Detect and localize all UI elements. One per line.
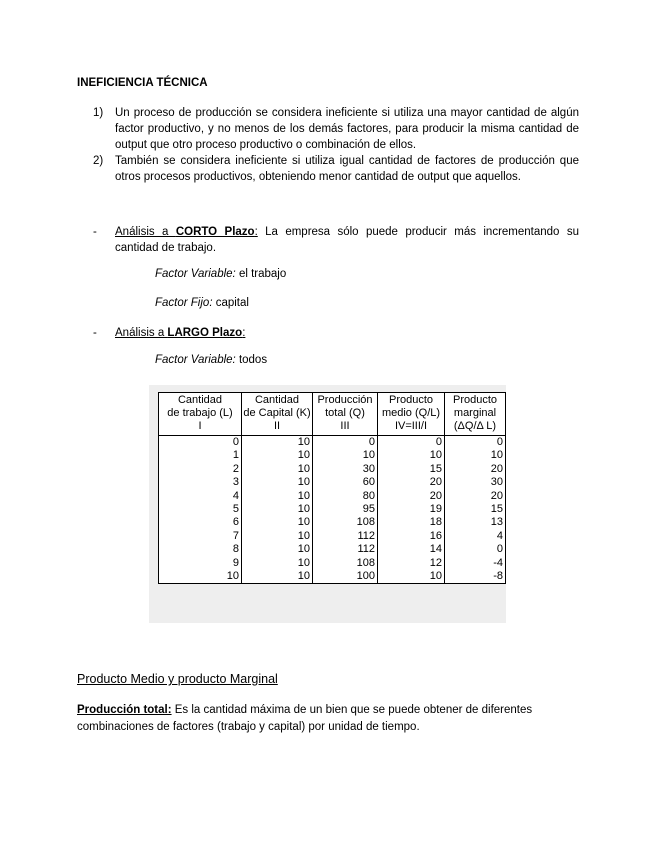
table-cell: 12 <box>378 557 445 570</box>
table-cell: 10 <box>159 570 242 584</box>
header-labor: Cantidad de trabajo (L) I <box>159 393 242 436</box>
table-cell: 10 <box>242 530 313 543</box>
table-row <box>159 557 506 570</box>
table-cell: 112 <box>313 530 378 543</box>
table-cell: 5 <box>159 503 242 516</box>
factor-value: capital <box>212 297 249 309</box>
table-cell: 80 <box>313 490 378 503</box>
short-fixed-factor <box>155 297 249 309</box>
dash-bullet: - <box>93 327 97 339</box>
header-total-production: Producción total (Q) III <box>313 393 378 436</box>
label-bold: CORTO Plazo <box>175 226 255 238</box>
table-cell: 6 <box>159 516 242 529</box>
long-term-label <box>115 327 245 339</box>
table-row <box>159 490 506 503</box>
definition-paragraph <box>77 702 577 736</box>
factor-label: Factor Fijo: <box>155 297 213 309</box>
list-item <box>93 105 579 153</box>
definition-text: Es la cantidad máxima de un bien que se puede obtener de diferentes combinaciones de factores (trabajo y capital) por unidad de tiempo. <box>77 704 533 733</box>
production-table-container <box>149 385 506 623</box>
table-cell: 10 <box>378 570 445 584</box>
table-cell: 15 <box>445 503 506 516</box>
table-row <box>159 570 506 584</box>
numbered-list <box>93 105 579 185</box>
table-row <box>159 503 506 516</box>
table-cell: 10 <box>242 476 313 489</box>
table-cell: 0 <box>445 436 506 450</box>
table-row <box>159 449 506 462</box>
factor-value: todos <box>235 354 268 366</box>
long-variable-factor <box>155 354 267 366</box>
label-post: : <box>254 226 258 238</box>
table-cell: 10 <box>242 570 313 584</box>
table-cell: 14 <box>378 543 445 556</box>
table-cell: 18 <box>378 516 445 529</box>
short-term-body <box>93 224 579 256</box>
header-marginal-product: Producto marginal (ΔQ/Δ L) <box>445 393 506 436</box>
table-cell: 15 <box>378 463 445 476</box>
table-cell: 20 <box>445 490 506 503</box>
long-term-item <box>93 325 579 341</box>
table-cell: 0 <box>378 436 445 450</box>
factor-label: Factor Variable: <box>155 268 236 280</box>
table-cell: 0 <box>445 543 506 556</box>
table-cell: 30 <box>313 463 378 476</box>
list-number: 2) <box>93 155 104 167</box>
table-cell: 10 <box>378 449 445 462</box>
table-cell: 4 <box>445 530 506 543</box>
table-row <box>159 463 506 476</box>
table-cell: 10 <box>242 490 313 503</box>
section-heading: INEFICIENCIA TÉCNICA <box>77 77 208 89</box>
table-cell: 16 <box>378 530 445 543</box>
table-cell: 30 <box>445 476 506 489</box>
table-cell: 9 <box>159 557 242 570</box>
table-row <box>159 476 506 489</box>
table-cell: 95 <box>313 503 378 516</box>
table-cell: 100 <box>313 570 378 584</box>
table-cell: 1 <box>159 449 242 462</box>
production-table <box>158 392 506 584</box>
list-text: También se considera ineficiente si utiliza igual cantidad de factores de producción que otros procesos productivos, obteniendo menor cantidad de output que aquellos. <box>115 155 579 183</box>
table-cell: 108 <box>313 516 378 529</box>
table-cell: 0 <box>159 436 242 450</box>
table-cell: 0 <box>313 436 378 450</box>
table-row <box>159 516 506 529</box>
table-cell: 60 <box>313 476 378 489</box>
header-average-product: Producto medio (Q/L) IV=III/I <box>378 393 445 436</box>
table-cell: 20 <box>378 490 445 503</box>
table-cell: 10 <box>242 463 313 476</box>
list-number: 1) <box>93 107 104 119</box>
header-capital: Cantidad de Capital (K) II <box>242 393 313 436</box>
dash-bullet: - <box>93 226 97 238</box>
table-cell: 3 <box>159 476 242 489</box>
factor-label: Factor Variable: <box>155 354 236 366</box>
definition-term: Producción total: <box>77 704 172 716</box>
table-cell: 20 <box>445 463 506 476</box>
table-cell: 10 <box>242 543 313 556</box>
list-text: Un proceso de producción se considera ineficiente si utiliza una mayor cantidad de algún factor productivo, y no menos de los demás factores, para producir la misma cantidad de output que otro proceso productivo o combinación de ellos. <box>115 107 579 151</box>
table-cell: 19 <box>378 503 445 516</box>
table-cell: 10 <box>242 557 313 570</box>
table-header-row <box>159 393 506 436</box>
short-term-label <box>115 226 258 238</box>
table-cell: 10 <box>445 449 506 462</box>
table-cell: 4 <box>159 490 242 503</box>
short-term-item <box>93 224 579 256</box>
table-cell: 10 <box>242 516 313 529</box>
table-cell: -8 <box>445 570 506 584</box>
section-title: Producto Medio y producto Marginal <box>77 672 278 686</box>
table-cell: 8 <box>159 543 242 556</box>
table-row <box>159 436 506 450</box>
table-cell: 10 <box>313 449 378 462</box>
table-cell: 112 <box>313 543 378 556</box>
table-row <box>159 543 506 556</box>
short-term-text: La empresa sólo puede producir más incrementando su cantidad de trabajo. <box>115 226 579 254</box>
factor-value: el trabajo <box>235 268 287 280</box>
table-cell: 20 <box>378 476 445 489</box>
table-cell: 2 <box>159 463 242 476</box>
label-post: : <box>242 327 246 339</box>
label-pre: Análisis a <box>115 327 168 339</box>
label-bold: LARGO Plazo <box>167 327 243 339</box>
table-cell: 108 <box>313 557 378 570</box>
label-pre: Análisis a <box>115 226 176 238</box>
table-cell: 7 <box>159 530 242 543</box>
table-body <box>159 436 506 584</box>
long-term-body <box>93 325 579 341</box>
table-row <box>159 530 506 543</box>
list-item <box>93 153 579 185</box>
table-cell: -4 <box>445 557 506 570</box>
table-cell: 10 <box>242 503 313 516</box>
short-variable-factor <box>155 268 286 280</box>
table-cell: 10 <box>242 436 313 450</box>
table-cell: 13 <box>445 516 506 529</box>
table-cell: 10 <box>242 449 313 462</box>
